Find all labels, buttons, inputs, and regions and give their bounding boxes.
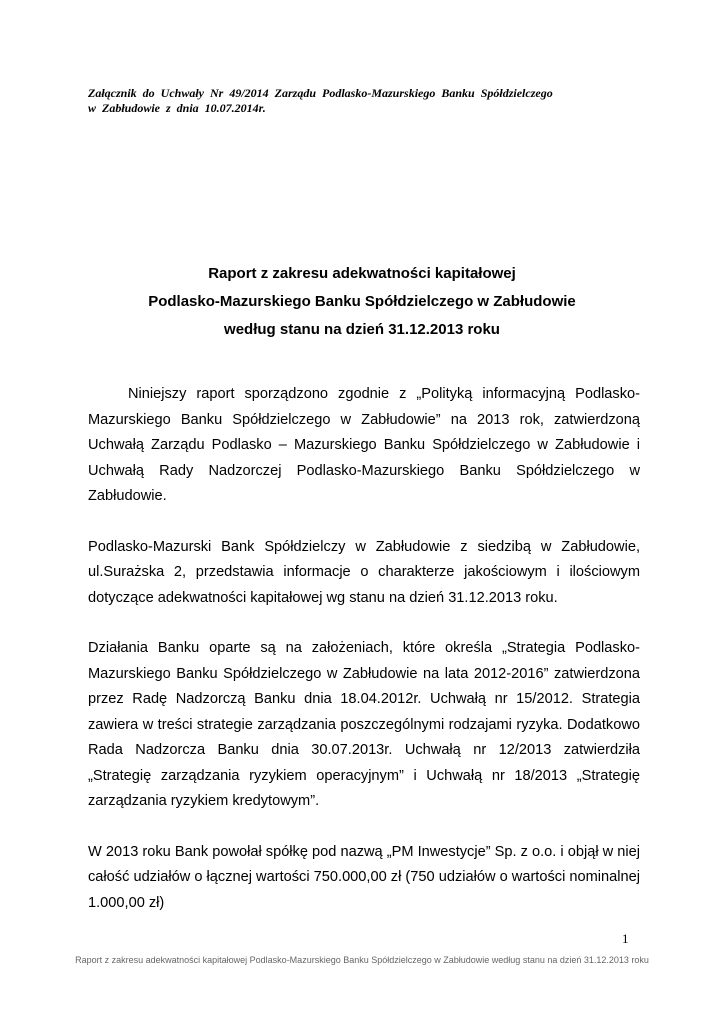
paragraph-policy: Niniejszy raport sporządzono zgodnie z „Polityką informacyjną Podlasko-Mazurskiego Banku Spółdzielczego w Zabłudowie” na 2013 rok, zatwierdzoną Uchwałą Zarządu Podlasko – Mazurskiego Banku Spółdzielczego w Zabłudowie i Uchwałą Rady Nadzorczej Podlasko-Mazurskiego Banku Spółdzielczego w Zabłudowie.	[88, 386, 640, 504]
paragraph-strategy: Działania Banku oparte są na założeniach, które określa „Strategia Podlasko-Mazurskiego Banku Spółdzielczego w Zabłudowie na lata 2012-2016” zatwierdzona przez Radę Nadzorczą Banku dnia 18.04.2012r. Uchwałą nr 15/2012. Strategia zawiera w treści strategie zarządzania poszczególnymi rodzajami ryzyka. Dodatkowo Rada Nadzorcza Banku dnia 30.07.2013r. Uchwałą nr 12/2013 zatwierdziła „Strategię zarządzania ryzykiem operacyjnym” i Uchwałą nr 18/2013 „Strategię zarządzania ryzykiem kredytowym”.	[88, 640, 640, 809]
attachment-note	[88, 86, 630, 116]
paragraph-bank-info: Podlasko-Mazurski Bank Spółdzielczy w Zabłudowie z siedzibą w Zabłudowie, ul.Surażska 2, przedstawia informacje o charakterze jakościowym i ilościowym dotyczące adekwatności kapitałowej wg stanu na dzień 31.12.2013 roku.	[88, 538, 640, 606]
paragraph-subsidiary: W 2013 roku Bank powołał spółkę pod nazwą „PM Inwestycje” Sp. z o.o. i objął w niej całość udziałów o łącznej wartości 750.000,00 zł (750 udziałów o wartości nominalnej 1.000,00 zł)	[88, 843, 640, 911]
report-title-line-1: Raport z zakresu adekwatności kapitałowej	[208, 265, 516, 282]
report-body	[88, 382, 640, 941]
page-number: 1	[622, 931, 629, 946]
report-title	[88, 260, 636, 344]
page-footer: Raport z zakresu adekwatności kapitałowej Podlasko-Mazurskiego Banku Spółdzielczego w Zabłudowie według stanu na dzień 31.12.2013 roku	[75, 955, 649, 965]
report-title-line-3: według stanu na dzień 31.12.2013 roku	[224, 321, 500, 338]
report-title-line-2: Podlasko-Mazurskiego Banku Spółdzielczego w Zabłudowie	[148, 293, 576, 310]
attachment-note-line-2: w Zabłudowie z dnia 10.07.2014r.	[88, 101, 266, 115]
attachment-note-line-1: Załącznik do Uchwały Nr 49/2014 Zarządu Podlasko-Mazurskiego Banku Spółdzielczego	[88, 86, 553, 100]
